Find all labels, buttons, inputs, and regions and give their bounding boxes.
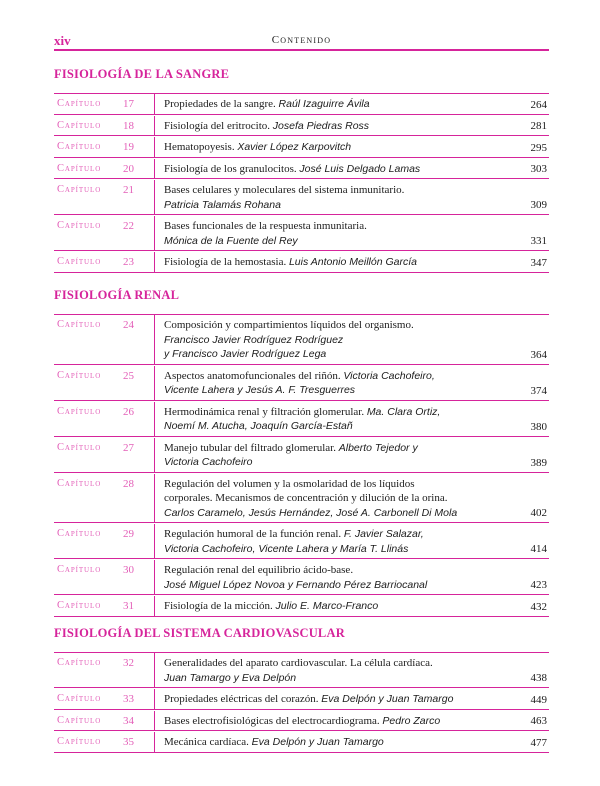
- chapter-authors: José Luis Delgado Lamas: [299, 162, 421, 175]
- chapter-entry: [164, 369, 504, 398]
- header-title: Contenido: [271, 34, 332, 46]
- chapter-number: 35: [123, 736, 134, 748]
- column-divider: [154, 366, 155, 400]
- chapter-title: Regulación renal del equilibrio ácido-base.: [164, 564, 354, 576]
- chapter-label: Capítulo: [57, 319, 102, 330]
- chapter-entry: [164, 255, 504, 270]
- entry-line: [164, 119, 504, 134]
- page-reference: 331: [530, 235, 547, 247]
- toc-row[interactable]: [54, 159, 549, 180]
- chapter-number: 24: [123, 319, 134, 331]
- column-divider: [154, 315, 155, 364]
- entry-line: [164, 419, 504, 434]
- entry-line: [164, 578, 504, 593]
- column-divider: [154, 524, 155, 558]
- chapter-authors: Luis Antonio Meillón García: [288, 256, 417, 268]
- page-reference: 432: [530, 600, 547, 613]
- column-divider: [154, 116, 155, 136]
- toc-row[interactable]: [54, 438, 549, 473]
- chapter-title: Propiedades de la sangre.: [164, 98, 276, 110]
- chapter-authors: Francisco Javier Rodríguez Rodríguez: [164, 333, 344, 346]
- chapter-authors: y Francisco Javier Rodríguez Lega: [164, 348, 327, 360]
- chapter-label: Capítulo: [57, 141, 102, 152]
- chapter-number: 29: [123, 528, 134, 540]
- page-reference: 389: [530, 456, 547, 469]
- chapter-title: Aspectos anatomofuncionales del riñón.: [164, 369, 341, 382]
- chapter-label: Capítulo: [57, 256, 102, 267]
- chapter-authors: Patricia Talamás Rohana: [164, 198, 281, 211]
- toc-row[interactable]: [54, 366, 549, 401]
- page-number: xiv: [54, 33, 71, 48]
- section-title: FISIOLOGÍA DEL SISTEMA CARDIOVASCULAR: [54, 626, 345, 640]
- chapter-label: Capítulo: [57, 405, 102, 417]
- chapter-label: Capítulo: [57, 441, 102, 453]
- chapter-entry: [164, 735, 504, 750]
- page-reference: 380: [530, 420, 547, 433]
- chapter-entry: [164, 441, 504, 470]
- entry-line: [164, 671, 504, 686]
- chapter-entry: [164, 405, 504, 434]
- page-reference: 414: [530, 543, 547, 555]
- entry-line: [164, 369, 504, 384]
- chapter-authors: Josefa Piedras Ross: [272, 119, 370, 132]
- chapter-number: 27: [123, 441, 134, 454]
- entry-line: [164, 714, 504, 729]
- entry-line: [164, 692, 504, 707]
- column-divider: [154, 596, 155, 616]
- chapter-authors: Victoria Cachofeiro: [164, 456, 253, 468]
- chapter-label: Capítulo: [57, 162, 102, 174]
- chapter-number: 31: [123, 600, 134, 612]
- entry-line: [164, 318, 504, 333]
- chapter-title: corporales. Mecanismos de concentración y dilución de la orina.: [164, 492, 448, 504]
- entry-line: [164, 347, 504, 362]
- chapter-authors: Eva Delpón y Juan Tamargo: [321, 693, 454, 705]
- column-divider: [154, 474, 155, 523]
- chapter-number: 25: [123, 369, 134, 382]
- entry-line: [164, 455, 504, 470]
- chapter-title: Bases celulares y moleculares del sistema inmunitario.: [164, 184, 405, 196]
- entry-line: [164, 140, 504, 155]
- chapter-title: Bases electrofisiológicas del electrocardiograma.: [164, 714, 380, 727]
- chapter-label: Capítulo: [57, 119, 102, 131]
- chapter-title: Manejo tubular del filtrado glomerular.: [164, 441, 336, 454]
- running-header: [54, 33, 549, 51]
- column-divider: [154, 560, 155, 594]
- column-divider: [154, 94, 155, 114]
- column-divider: [154, 653, 155, 687]
- chapter-authors: Mónica de la Fuente del Rey: [164, 234, 298, 247]
- toc-row[interactable]: [54, 689, 549, 710]
- toc-row[interactable]: [54, 402, 549, 437]
- chapter-authors: Xavier López Karpovitch: [237, 141, 352, 153]
- chapter-entry: [164, 318, 504, 362]
- entry-line: [164, 162, 504, 177]
- chapter-authors: Alberto Tejedor y: [338, 441, 418, 454]
- chapter-number: 32: [123, 657, 134, 669]
- entry-line: [164, 219, 504, 234]
- page-reference: 463: [530, 715, 547, 727]
- chapter-number: 22: [123, 220, 134, 232]
- chapter-number: 30: [123, 564, 134, 576]
- chapter-number: 28: [123, 477, 134, 490]
- chapter-authors: José Miguel López Novoa y Fernando Pérez Barriocanal: [164, 578, 428, 591]
- toc-row[interactable]: [54, 180, 549, 215]
- chapter-label: Capítulo: [57, 184, 102, 195]
- toc-row[interactable]: [54, 137, 549, 158]
- entry-line: [164, 542, 504, 557]
- chapter-entry: [164, 599, 504, 614]
- chapter-number: 20: [123, 162, 134, 175]
- entry-line: [164, 477, 504, 492]
- toc-row[interactable]: [54, 315, 549, 365]
- page-reference: 295: [530, 141, 547, 154]
- chapter-number: 33: [123, 693, 134, 705]
- chapter-entry: [164, 219, 504, 248]
- chapter-entry: [164, 162, 504, 177]
- toc-row[interactable]: [54, 216, 549, 251]
- chapter-title: Propiedades eléctricas del corazón.: [164, 693, 319, 705]
- entry-line: [164, 506, 504, 521]
- entry-line: [164, 234, 504, 249]
- entry-line: [164, 198, 504, 213]
- toc-row[interactable]: [54, 524, 549, 559]
- page-reference: 374: [530, 384, 547, 397]
- chapter-authors: Julio E. Marco-Franco: [275, 600, 379, 612]
- column-divider: [154, 402, 155, 436]
- chapter-number: 18: [123, 119, 134, 132]
- page-reference: 347: [530, 256, 547, 269]
- column-divider: [154, 216, 155, 250]
- chapter-authors: Noemí M. Atucha, Joaquín García-Estañ: [164, 420, 353, 432]
- toc-row[interactable]: [54, 94, 549, 115]
- chapter-authors: Juan Tamargo y Eva Delpón: [164, 671, 297, 684]
- chapter-authors: Raúl Izaguirre Ávila: [278, 98, 370, 110]
- chapter-entry: [164, 477, 504, 521]
- chapter-label: Capítulo: [57, 528, 102, 539]
- column-divider: [154, 252, 155, 272]
- chapter-number: 34: [123, 714, 134, 727]
- chapter-label: Capítulo: [57, 600, 102, 611]
- chapter-authors: Vicente Lahera y Jesús A. F. Tresguerres: [164, 384, 356, 396]
- chapter-title: Generalidades del aparato cardiovascular. La célula cardíaca.: [164, 657, 433, 669]
- page-reference: 364: [530, 348, 547, 361]
- chapter-entry: [164, 140, 504, 155]
- entry-line: [164, 599, 504, 614]
- page-reference: 303: [530, 163, 547, 175]
- entry-line: [164, 735, 504, 750]
- column-divider: [154, 159, 155, 179]
- column-divider: [154, 438, 155, 472]
- chapter-title: Composición y compartimientos líquidos del organismo.: [164, 319, 414, 331]
- chapter-title: Fisiología de la hemostasia.: [164, 256, 287, 268]
- entry-line: [164, 491, 504, 506]
- section-title: FISIOLOGÍA RENAL: [54, 288, 180, 302]
- toc-row[interactable]: [54, 252, 549, 273]
- toc-row[interactable]: [54, 560, 549, 595]
- entry-line: [164, 656, 504, 671]
- chapter-entry: [164, 563, 504, 592]
- page-reference: 449: [530, 693, 547, 706]
- chapter-authors: Eva Delpón y Juan Tamargo: [251, 736, 384, 748]
- chapter-label: Capítulo: [57, 736, 102, 747]
- chapter-authors: Carlos Caramelo, Jesús Hernández, José A. Carbonell Di Mola: [164, 506, 458, 519]
- toc-row[interactable]: [54, 732, 549, 753]
- chapter-entry: [164, 527, 504, 556]
- toc-row[interactable]: [54, 711, 549, 732]
- chapter-title: Hematopoyesis.: [164, 141, 235, 153]
- chapter-authors: Ma. Clara Ortiz,: [366, 405, 441, 418]
- entry-line: [164, 405, 504, 420]
- chapter-entry: [164, 119, 504, 134]
- page-reference: 438: [530, 672, 547, 684]
- chapter-number: 23: [123, 256, 134, 268]
- page-reference: 423: [530, 579, 547, 591]
- chapter-title: Mecánica cardíaca.: [164, 736, 249, 748]
- chapter-entry: [164, 714, 504, 729]
- chapter-label: Capítulo: [57, 564, 102, 575]
- chapter-authors: F. Javier Salazar,: [343, 528, 424, 540]
- page-reference: 281: [530, 120, 547, 132]
- chapter-label: Capítulo: [57, 714, 102, 726]
- chapter-title: Fisiología de la micción.: [164, 600, 273, 612]
- column-divider: [154, 711, 155, 731]
- entry-line: [164, 383, 504, 398]
- entry-line: [164, 97, 504, 112]
- column-divider: [154, 137, 155, 157]
- chapter-authors: Victoria Cachofeiro,: [343, 369, 435, 382]
- chapter-number: 21: [123, 184, 134, 196]
- chapter-number: 17: [123, 98, 134, 110]
- chapter-authors: Pedro Zarco: [382, 714, 441, 727]
- chapter-label: Capítulo: [57, 693, 102, 704]
- chapter-label: Capítulo: [57, 477, 102, 489]
- toc-row[interactable]: [54, 596, 549, 617]
- entry-line: [164, 333, 504, 348]
- entry-line: [164, 527, 504, 542]
- entry-line: [164, 441, 504, 456]
- chapter-number: 19: [123, 141, 134, 153]
- chapter-number: 26: [123, 405, 134, 418]
- entry-line: [164, 183, 504, 198]
- chapter-label: Capítulo: [57, 369, 102, 381]
- column-divider: [154, 180, 155, 214]
- column-divider: [154, 689, 155, 709]
- chapter-entry: [164, 656, 504, 685]
- toc-row[interactable]: [54, 653, 549, 688]
- chapter-entry: [164, 183, 504, 212]
- chapter-authors: Victoria Cachofeiro, Vicente Lahera y María T. Llinás: [164, 542, 409, 555]
- chapter-label: Capítulo: [57, 657, 102, 668]
- chapter-title: Fisiología de los granulocitos.: [164, 162, 297, 175]
- chapter-title: Regulación humoral de la función renal.: [164, 528, 342, 540]
- chapter-label: Capítulo: [57, 98, 102, 109]
- toc-row[interactable]: [54, 474, 549, 524]
- section-title: FISIOLOGÍA DE LA SANGRE: [54, 67, 230, 81]
- chapter-title: Regulación del volumen y la osmolaridad de los líquidos: [164, 477, 415, 490]
- entry-line: [164, 563, 504, 578]
- page-reference: 309: [530, 199, 547, 211]
- chapter-title: Fisiología del eritrocito.: [164, 119, 271, 132]
- page-reference: 402: [530, 507, 547, 519]
- chapter-title: Hermodinámica renal y filtración glomerular.: [164, 405, 365, 418]
- entry-line: [164, 255, 504, 270]
- chapter-label: Capítulo: [57, 220, 102, 231]
- toc-row[interactable]: [54, 116, 549, 137]
- column-divider: [154, 732, 155, 752]
- chapter-entry: [164, 97, 504, 112]
- page-reference: 477: [530, 736, 547, 749]
- chapter-title: Bases funcionales de la respuesta inmunitaria.: [164, 220, 367, 232]
- page-reference: 264: [530, 98, 547, 111]
- chapter-entry: [164, 692, 504, 707]
